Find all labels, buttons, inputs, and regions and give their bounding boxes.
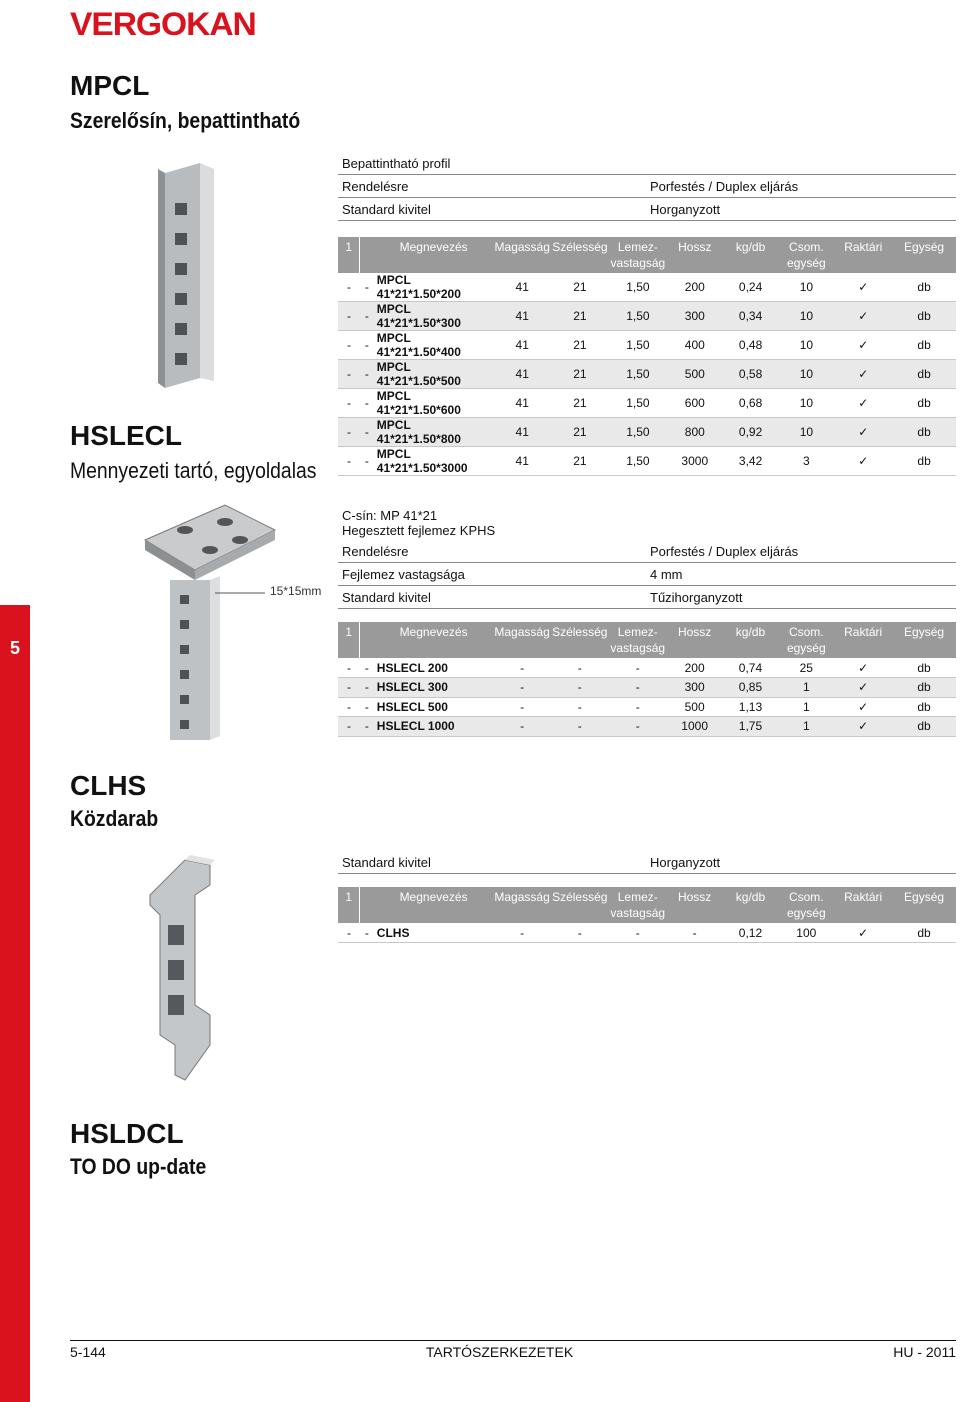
- column-header: [360, 622, 374, 658]
- stock-check-cell: ✓: [834, 331, 892, 360]
- column-header: Egység: [892, 237, 956, 273]
- table-cell: db: [892, 360, 956, 389]
- column-header: Hossz: [667, 622, 723, 658]
- table-cell: -: [609, 923, 667, 943]
- table-cell: 41: [494, 418, 551, 447]
- column-header: Csom. egység: [778, 237, 834, 273]
- table-cell: -: [551, 678, 609, 698]
- table-row: [338, 923, 956, 943]
- product-name-cell: MPCL 41*21*1.50*500: [374, 360, 494, 389]
- table-cell: 41: [494, 389, 551, 418]
- table-cell: 1: [778, 678, 834, 698]
- table-cell: 41: [494, 331, 551, 360]
- table-cell: 0,85: [723, 678, 779, 698]
- table-row: [338, 418, 956, 447]
- table-cell: 1,13: [723, 697, 779, 717]
- column-header: Szélesség: [551, 622, 609, 658]
- table-cell: 1,75: [723, 717, 779, 737]
- column-header: Csom. egység: [778, 887, 834, 923]
- info-value: Tűzihorganyzott: [650, 589, 743, 605]
- stock-check-cell: ✓: [834, 360, 892, 389]
- info-value: Porfestés / Duplex eljárás: [650, 543, 799, 559]
- info-label: Rendelésre: [342, 543, 409, 559]
- table-cell: 21: [551, 273, 609, 302]
- hsldcl-subtitle: TO DO up-date: [70, 1154, 207, 1179]
- table-cell: 0,68: [723, 389, 779, 418]
- info-value: Porfestés / Duplex eljárás: [650, 178, 799, 194]
- table-cell: 400: [667, 331, 723, 360]
- table-cell: -: [493, 923, 550, 943]
- table-cell: 500: [667, 697, 723, 717]
- table-cell: 21: [551, 447, 609, 476]
- info-row: [338, 563, 956, 586]
- brand-logo: VERGOKAN: [70, 6, 256, 42]
- hslecl-note: [342, 508, 495, 538]
- mpcl-rail-image: [150, 163, 225, 388]
- column-header: [360, 237, 374, 273]
- table-cell: -: [338, 302, 360, 331]
- info-row: [338, 540, 956, 563]
- product-name-cell: MPCL 41*21*1.50*200: [374, 273, 494, 302]
- table-cell: -: [360, 418, 374, 447]
- column-header: kg/db: [723, 622, 779, 658]
- table-cell: 10: [778, 273, 834, 302]
- column-header: Egység: [892, 887, 956, 923]
- product-name-cell: HSLECL 500: [374, 697, 494, 717]
- info-value: 4 mm: [650, 566, 683, 582]
- table-cell: -: [338, 360, 360, 389]
- table-cell: -: [360, 678, 374, 698]
- table-cell: 1,50: [609, 302, 667, 331]
- stock-check-cell: ✓: [834, 302, 892, 331]
- table-cell: 10: [778, 302, 834, 331]
- info-row: [338, 586, 956, 609]
- column-header: Egység: [892, 622, 956, 658]
- footer-page-number: 5-144: [70, 1344, 106, 1360]
- table-cell: -: [551, 923, 609, 943]
- hslecl-image-dimension: 15*15mm: [270, 584, 322, 598]
- table-cell: 1,50: [609, 389, 667, 418]
- table-cell: 100: [778, 923, 834, 943]
- hslecl-hanger-image: [115, 500, 315, 745]
- table-cell: -: [360, 273, 374, 302]
- table-row: [338, 678, 956, 698]
- table-row: [338, 717, 956, 737]
- table-row: [338, 658, 956, 678]
- hslecl-spec-table: [338, 622, 956, 737]
- table-cell: -: [338, 923, 360, 943]
- table-cell: db: [892, 717, 956, 737]
- table-cell: db: [892, 697, 956, 717]
- product-name-cell: MPCL 41*21*1.50*800: [374, 418, 494, 447]
- product-name-cell: HSLECL 200: [374, 658, 494, 678]
- table-cell: 1000: [667, 717, 723, 737]
- table-cell: -: [609, 697, 667, 717]
- clhs-info: [338, 851, 956, 874]
- table-row: [338, 273, 956, 302]
- column-header: kg/db: [723, 237, 779, 273]
- table-cell: 200: [667, 273, 723, 302]
- stock-check-cell: ✓: [834, 273, 892, 302]
- table-cell: 1: [778, 717, 834, 737]
- stock-check-cell: ✓: [834, 678, 892, 698]
- table-cell: 1: [778, 697, 834, 717]
- column-header: Hossz: [667, 237, 723, 273]
- hslecl-subtitle: Mennyezeti tartó, egyoldalas: [70, 458, 317, 483]
- chapter-side-bar: [0, 605, 30, 1402]
- table-cell: 21: [551, 302, 609, 331]
- column-header: Raktári: [834, 622, 892, 658]
- column-header: Hossz: [667, 887, 723, 923]
- table-cell: 3,42: [723, 447, 779, 476]
- column-header: Raktári: [834, 237, 892, 273]
- product-name-cell: MPCL 41*21*1.50*300: [374, 302, 494, 331]
- product-name-cell: HSLECL 1000: [374, 717, 494, 737]
- table-cell: 300: [667, 302, 723, 331]
- footer-chapter: TARTÓSZERKEZETEK: [425, 1344, 574, 1360]
- table-cell: 0,12: [723, 923, 779, 943]
- table-cell: 21: [551, 418, 609, 447]
- table-cell: -: [551, 658, 609, 678]
- footer-edition: HU - 2011: [893, 1344, 956, 1360]
- column-header: 1: [338, 622, 360, 658]
- clhs-subtitle: Közdarab: [70, 806, 159, 831]
- table-cell: 0,48: [723, 331, 779, 360]
- column-header: Megnevezés: [374, 622, 494, 658]
- table-cell: 3: [778, 447, 834, 476]
- table-cell: 600: [667, 389, 723, 418]
- stock-check-cell: ✓: [834, 658, 892, 678]
- product-name-cell: MPCL 41*21*1.50*600: [374, 389, 494, 418]
- clhs-spacer-image: [140, 855, 230, 1085]
- table-cell: db: [892, 418, 956, 447]
- table-cell: 300: [667, 678, 723, 698]
- clhs-spec-table: [338, 887, 956, 943]
- table-cell: -: [338, 389, 360, 418]
- table-cell: -: [360, 923, 374, 943]
- table-cell: 200: [667, 658, 723, 678]
- stock-check-cell: ✓: [834, 447, 892, 476]
- info-row: [338, 175, 956, 198]
- table-cell: -: [360, 302, 374, 331]
- table-header-row: [338, 237, 956, 273]
- info-value: Horganyzott: [650, 201, 721, 217]
- table-cell: 25: [778, 658, 834, 678]
- table-cell: -: [609, 678, 667, 698]
- table-cell: 10: [778, 360, 834, 389]
- table-cell: 1,50: [609, 418, 667, 447]
- info-row: [338, 198, 956, 221]
- table-cell: db: [892, 389, 956, 418]
- table-cell: -: [551, 697, 609, 717]
- table-cell: -: [360, 389, 374, 418]
- table-cell: 0,92: [723, 418, 779, 447]
- chapter-tab: 5: [0, 605, 30, 695]
- table-cell: -: [360, 447, 374, 476]
- product-name-cell: CLHS: [374, 923, 494, 943]
- table-cell: 500: [667, 360, 723, 389]
- stock-check-cell: ✓: [834, 923, 892, 943]
- column-header: Magasság: [494, 237, 551, 273]
- hslecl-info: [338, 540, 956, 609]
- column-header: Csom. egység: [778, 622, 834, 658]
- hslecl-title: HSLECL: [70, 420, 182, 451]
- stock-check-cell: ✓: [834, 717, 892, 737]
- product-name-cell: MPCL 41*21*1.50*3000: [374, 447, 494, 476]
- info-label: Standard kivitel: [342, 201, 431, 217]
- column-header: Lemez- vastagság: [609, 622, 667, 658]
- table-cell: -: [360, 697, 374, 717]
- clhs-title: CLHS: [70, 770, 147, 801]
- stock-check-cell: ✓: [834, 418, 892, 447]
- table-cell: 41: [494, 273, 551, 302]
- note-line: Hegesztett fejlemez KPHS: [342, 523, 496, 538]
- hsldcl-title: HSLDCL: [70, 1118, 184, 1149]
- column-header: 1: [338, 887, 360, 923]
- table-cell: 21: [551, 389, 609, 418]
- table-cell: -: [551, 717, 609, 737]
- table-cell: 10: [778, 389, 834, 418]
- table-row: [338, 447, 956, 476]
- table-cell: -: [338, 697, 360, 717]
- table-cell: db: [892, 447, 956, 476]
- table-cell: db: [892, 658, 956, 678]
- column-header: Lemez- vastagság: [609, 887, 667, 923]
- table-cell: 0,24: [723, 273, 779, 302]
- mpcl-title: MPCL: [70, 70, 150, 101]
- column-header: Szélesség: [551, 237, 609, 273]
- table-cell: 0,74: [723, 658, 779, 678]
- table-cell: 10: [778, 418, 834, 447]
- table-row: [338, 697, 956, 717]
- table-cell: db: [892, 302, 956, 331]
- table-cell: -: [360, 331, 374, 360]
- info-label: Standard kivitel: [342, 854, 431, 870]
- product-name-cell: HSLECL 300: [374, 678, 494, 698]
- table-cell: 41: [494, 302, 551, 331]
- column-header: Megnevezés: [374, 887, 494, 923]
- column-header: Szélesség: [551, 887, 609, 923]
- info-row: [338, 152, 956, 175]
- table-row: [338, 360, 956, 389]
- table-cell: -: [360, 360, 374, 389]
- table-cell: 1,50: [609, 447, 667, 476]
- note-line: C-sín: MP 41*21: [342, 508, 438, 523]
- mpcl-info: [338, 152, 956, 221]
- info-label: Rendelésre: [342, 178, 409, 194]
- info-value: Horganyzott: [650, 854, 721, 870]
- info-label: Standard kivitel: [342, 589, 431, 605]
- table-cell: -: [360, 717, 374, 737]
- table-cell: -: [493, 697, 550, 717]
- table-cell: -: [338, 717, 360, 737]
- product-name-cell: MPCL 41*21*1.50*400: [374, 331, 494, 360]
- table-cell: -: [493, 678, 550, 698]
- table-cell: 10: [778, 331, 834, 360]
- table-cell: 800: [667, 418, 723, 447]
- table-cell: db: [892, 331, 956, 360]
- table-cell: -: [667, 923, 723, 943]
- table-cell: db: [892, 273, 956, 302]
- mpcl-spec-table: [338, 237, 956, 476]
- column-header: Lemez- vastagság: [609, 237, 667, 273]
- table-cell: -: [338, 678, 360, 698]
- table-cell: 1,50: [609, 273, 667, 302]
- column-header: Megnevezés: [374, 237, 494, 273]
- info-row: [338, 851, 956, 874]
- table-cell: -: [493, 658, 550, 678]
- table-cell: 1,50: [609, 331, 667, 360]
- table-cell: 0,58: [723, 360, 779, 389]
- table-cell: 0,34: [723, 302, 779, 331]
- column-header: Magasság: [493, 887, 550, 923]
- table-cell: 1,50: [609, 360, 667, 389]
- table-cell: -: [338, 331, 360, 360]
- info-label: Bepattintható profil: [342, 155, 451, 171]
- page-footer: [70, 1340, 956, 1360]
- table-row: [338, 389, 956, 418]
- column-header: 1: [338, 237, 360, 273]
- table-cell: -: [609, 717, 667, 737]
- info-label: Fejlemez vastagsága: [342, 566, 465, 582]
- table-header-row: [338, 887, 956, 923]
- column-header: Magasság: [493, 622, 550, 658]
- table-row: [338, 331, 956, 360]
- table-cell: 41: [494, 360, 551, 389]
- table-header-row: [338, 622, 956, 658]
- column-header: kg/db: [723, 887, 779, 923]
- stock-check-cell: ✓: [834, 389, 892, 418]
- stock-check-cell: ✓: [834, 697, 892, 717]
- table-cell: -: [360, 658, 374, 678]
- column-header: Raktári: [834, 887, 892, 923]
- table-cell: 21: [551, 360, 609, 389]
- table-cell: 21: [551, 331, 609, 360]
- table-cell: 41: [494, 447, 551, 476]
- table-cell: 3000: [667, 447, 723, 476]
- table-cell: db: [892, 923, 956, 943]
- table-row: [338, 302, 956, 331]
- column-header: [360, 887, 374, 923]
- mpcl-subtitle: Szerelősín, bepattintható: [70, 108, 301, 133]
- table-cell: -: [338, 418, 360, 447]
- table-cell: -: [338, 273, 360, 302]
- table-cell: -: [338, 658, 360, 678]
- table-cell: db: [892, 678, 956, 698]
- table-cell: -: [338, 447, 360, 476]
- table-cell: -: [493, 717, 550, 737]
- table-cell: -: [609, 658, 667, 678]
